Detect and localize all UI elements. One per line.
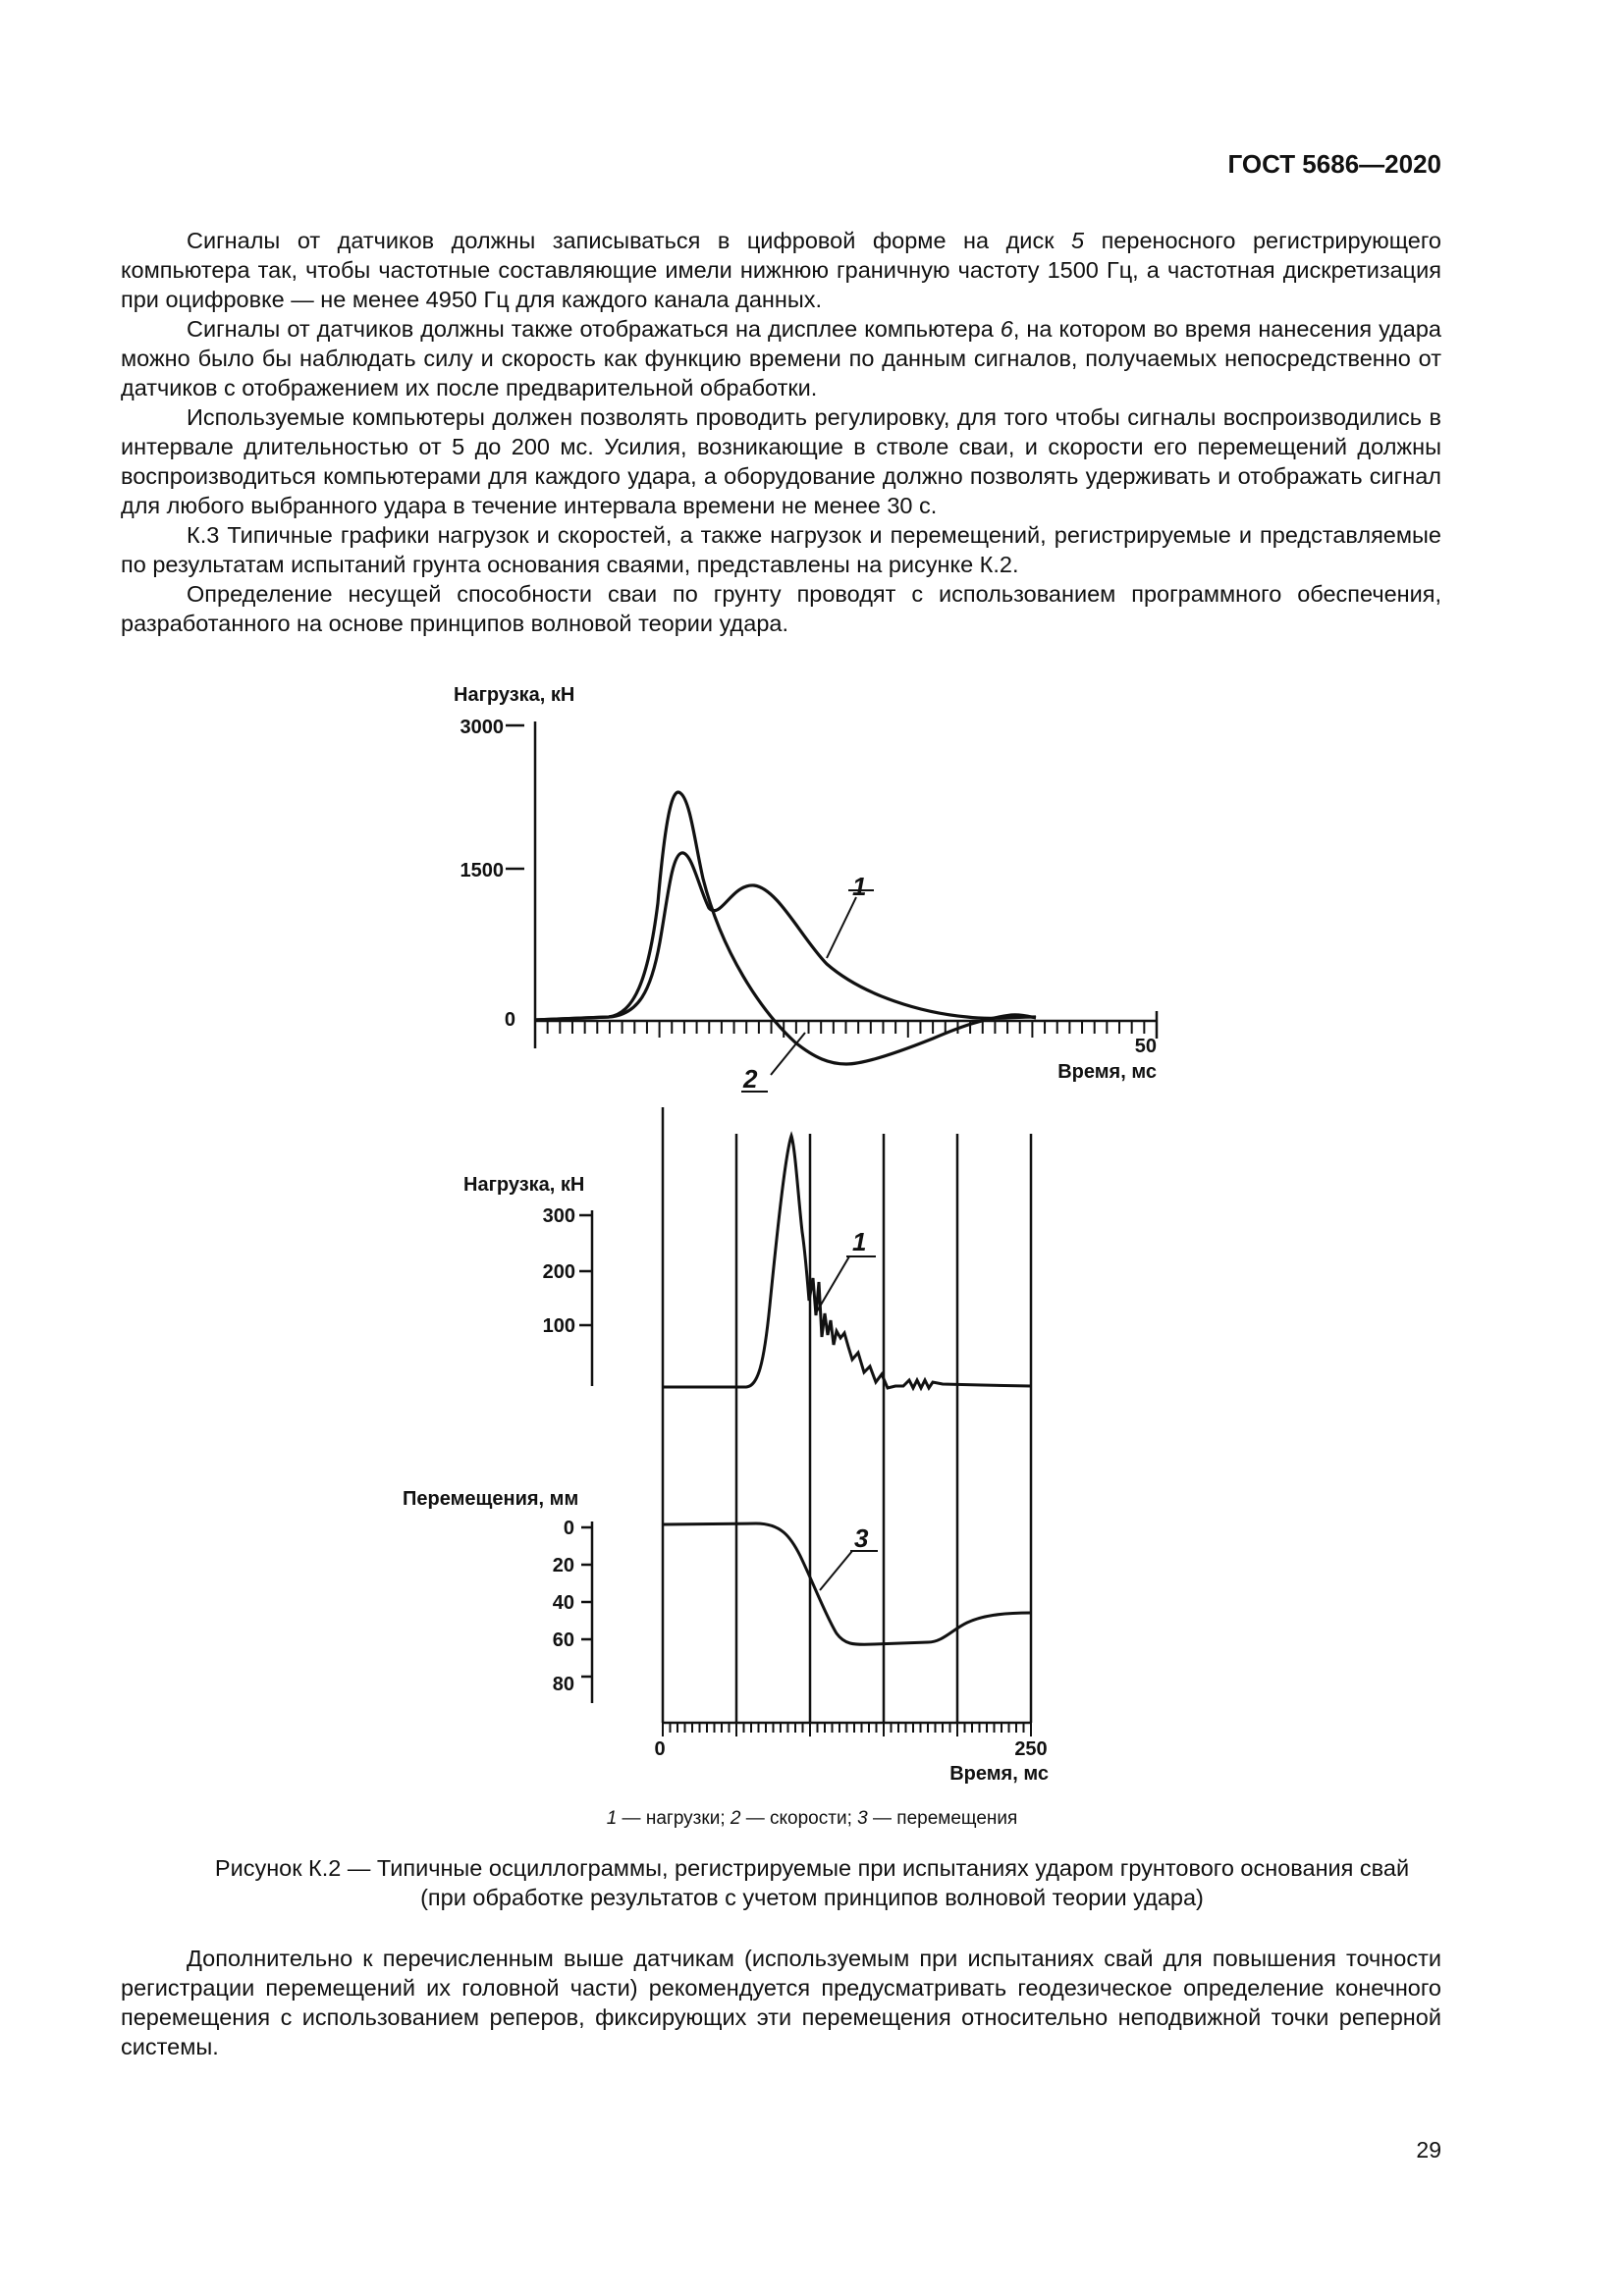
bottom-x-tick-label: 250 — [1014, 1738, 1048, 1760]
top-x-tick-label: 50 — [1134, 1036, 1157, 1057]
top-x-axis-label: Время, мс — [1057, 1061, 1157, 1083]
bottom-load-y-tick-label: 100 — [542, 1315, 575, 1337]
paragraph: Определение несущей способности сваи по грунту проводят с использованием программного обеспечения, разработанного на основе принципов волновой теории удара. — [121, 581, 1441, 636]
figure-caption — [0, 1853, 1624, 1912]
bottom-load-y-axis-label: Нагрузка, кН — [463, 1174, 585, 1196]
displacement-curve-3 — [663, 1523, 1031, 1644]
leader-line — [817, 1256, 849, 1311]
top-chart — [454, 684, 1157, 1094]
figure-legend: 1 — нагрузки; 2 — скорости; 3 — перемещения — [606, 1808, 1018, 1829]
bottom-x-axis-label: Время, мс — [949, 1763, 1049, 1785]
document-code: ГОСТ 5686—2020 — [1227, 149, 1441, 179]
bottom-disp-y-tick-label: 60 — [552, 1629, 574, 1651]
caption-line: (при обработке результатов с учетом принципов волновой теории удара) — [420, 1885, 1204, 1910]
paragraph: Сигналы от датчиков должны записываться в цифровой форме на диск 5 переносного регистрирующего компьютера так, чтобы частотные составляющие имели нижнюю граничную частоту 1500 Гц, а частотная дискретизация при оцифровке — не менее 4950 Гц для каждого канала данных. — [121, 228, 1441, 312]
top-y-tick-label: 3000 — [460, 717, 504, 738]
curve-label-2: 2 — [743, 1064, 758, 1094]
top-x-ticks — [535, 1021, 1157, 1038]
bottom-disp-y-tick-label: 20 — [552, 1555, 574, 1576]
bottom-load-y-tick-label: 300 — [542, 1205, 575, 1227]
load-curve-1 — [535, 853, 1036, 1020]
curve-label-3: 3 — [854, 1523, 869, 1553]
curve-label-1: 1 — [852, 872, 867, 901]
top-y-axis-label: Нагрузка, кН — [454, 684, 575, 706]
bottom-x-ticks — [663, 1723, 1031, 1736]
page-number: 29 — [1416, 2137, 1441, 2163]
top-y-tick-label: 0 — [504, 1009, 515, 1031]
curve-label-1: 1 — [852, 1227, 867, 1256]
paragraph: Дополнительно к перечисленным выше датчикам (используемым при испытаниях свай для повышения точности регистрации перемещений их головной части) рекомендуется предусматривать геодезическое определение конечного перемещения с использованием реперов, фиксирующих эти перемещения относительно неподвижной точки реперной системы. — [121, 1946, 1441, 2059]
leader-line — [820, 1551, 852, 1590]
bottom-chart — [403, 1107, 1049, 1785]
bottom-disp-y-axis-label: Перемещения, мм — [403, 1488, 579, 1510]
leader-line — [827, 897, 856, 958]
leader-line — [771, 1033, 805, 1075]
bottom-disp-y-tick-label: 40 — [552, 1592, 574, 1614]
paragraph: К.3 Типичные графики нагрузок и скоростей, а также нагрузок и перемещений, регистрируемые и представляемые по результатам испытаний грунта основания сваями, представлены на рисунке К.2. — [121, 522, 1441, 577]
top-y-tick-label: 1500 — [460, 860, 504, 881]
bottom-disp-y-tick-label: 80 — [552, 1674, 574, 1695]
paragraph: Сигналы от датчиков должны также отображаться на дисплее компьютера 6, на котором во время нанесения удара можно было бы наблюдать силу и скорость как функцию времени по данным сигналов, получаемых непосредственно от датчиков с отображением их после предварительной обработки. — [121, 316, 1441, 400]
bottom-load-y-tick-label: 200 — [542, 1261, 575, 1283]
paragraph: Используемые компьютеры должен позволять проводить регулировку, для того чтобы сигналы воспроизводились в интервале длительностью от 5 до 200 мс. Усилия, возникающие в стволе сваи, и скорости его перемещений должны воспроизводиться компьютерами для каждого удара, а оборудование должно позволять удерживать и отображать сигнал для любого выбранного удара в течение интервала времени не менее 30 с. — [121, 404, 1441, 518]
bottom-x-tick-label: 0 — [654, 1738, 666, 1760]
bottom-disp-y-tick-label: 0 — [563, 1518, 574, 1539]
body-text-bottom — [121, 1944, 1441, 2061]
caption-line: Рисунок К.2 — Типичные осциллограммы, регистрируемые при испытаниях ударом грунтового основания свай — [214, 1855, 1410, 1881]
